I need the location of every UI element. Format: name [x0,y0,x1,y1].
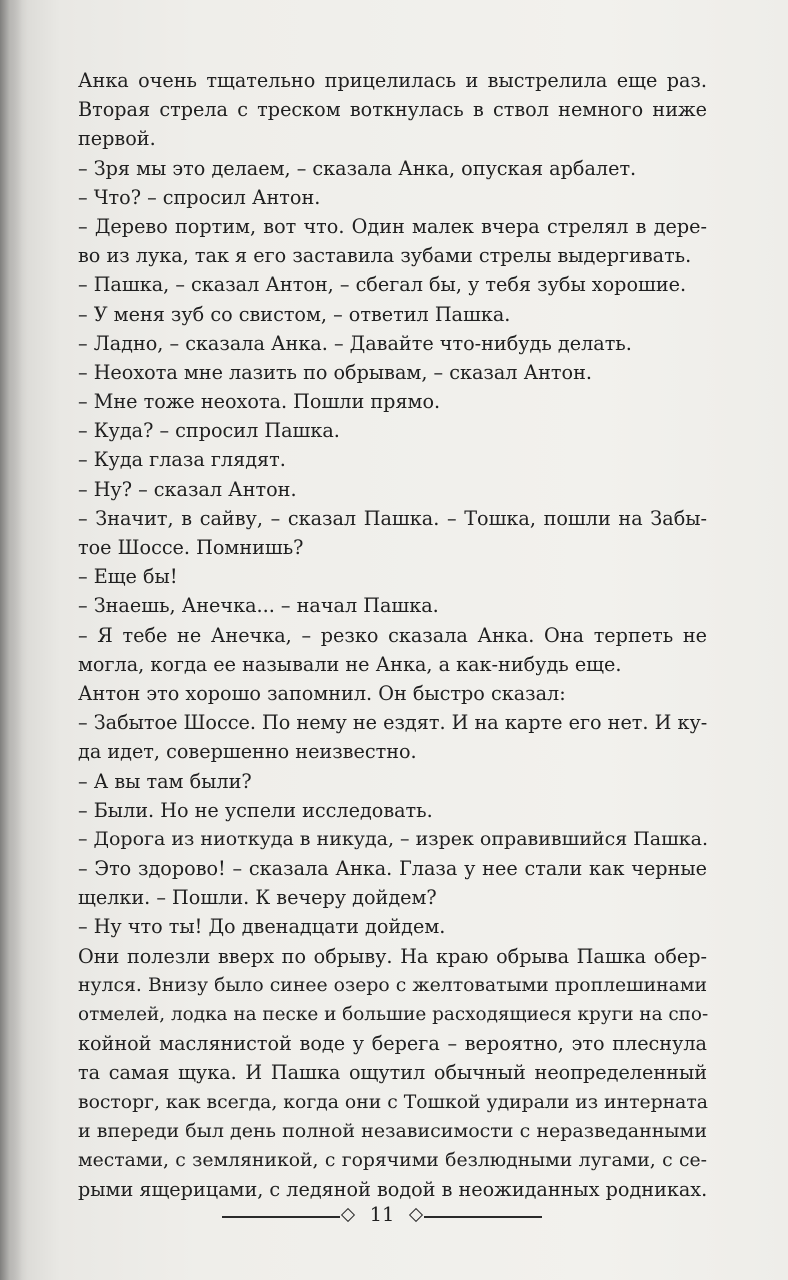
text-line: – Это здорово! – сказала Анка. Глаза у нее стали как черные [78,857,707,881]
text-line: – Забытое Шоссе. По нему не ездят. И на карте его нет. И ку- [78,711,708,735]
text-line: – Дорога из ниоткуда в никуда, – изрек оправившийся Пашка. [78,827,709,850]
text-line: местами, с земляникой, с горячими безлюдными лугами, с се- [78,1149,707,1171]
text-line: – Что? – спросил Антон. [78,185,321,209]
text-line: во из лука, так я его заставила зубами стрелы выдергивать. [78,244,692,268]
text-line: – А вы там были? [78,769,252,793]
text-line: – Ладно, – сказала Анка. – Давайте что-нибудь делать. [78,331,632,355]
page-number: 11 [369,1203,395,1226]
body-text [78,66,707,1204]
text-line: – Куда глаза глядят. [78,448,286,472]
text-line: первой. [78,127,156,151]
text-line: восторг, как всегда, когда они с Тошкой удирали из интерната [78,1091,708,1113]
text-line: – Мне тоже неохота. Пошли прямо. [78,390,441,414]
text-line: – Куда? – спросил Пашка. [78,419,340,443]
text-line: койной маслянистой воде у берега – вероятно, это плеснула [78,1032,707,1056]
text-line: – Еще бы! [78,565,178,589]
text-line: – Неохота мне лазить по обрывам, – сказал Антон. [78,360,592,384]
text-line: – Пашка, – сказал Антон, – сбегал бы, у тебя зубы хорошие. [78,273,687,297]
text-line: да идет, совершенно неизвестно. [78,740,417,764]
text-line: и впереди был день полной независимости с неразведанными [78,1119,707,1142]
text-line: рыми ящерицами, с ледяной водой в неожиданных родниках. [78,1178,708,1202]
text-line: – У меня зуб со свистом, – ответил Пашка. [78,302,511,326]
text-line: нулся. Внизу было синее озеро с желтоватыми проплешинами [78,974,707,996]
text-line: щелки. – Пошли. К вечеру дойдем? [78,886,437,910]
page-footer [222,1199,542,1229]
text-line: – Зря мы это делаем, – сказала Анка, опуская арбалет. [78,156,637,180]
page-spine-shadow [0,0,22,1280]
footer-rule-right [424,1216,542,1218]
text-line: – Значит, в сайву, – сказал Пашка. – Тошка, пошли на Забы- [78,506,707,530]
text-line: – Были. Но не успели исследовать. [78,798,433,822]
text-line: та самая щука. И Пашка ощутил обычный неопределенный [78,1061,707,1085]
text-line: – Ну что ты! До двенадцати дойдем. [78,915,446,939]
text-line: Они полезли вверх по обрыву. На краю обрыва Пашка обер- [78,944,707,968]
text-line: могла, когда ее называли не Анка, а как-нибудь еще. [78,652,622,676]
text-line: Вторая стрела с треском воткнулась в ствол немного ниже [78,98,707,122]
text-line: Анка очень тщательно прицелилась и выстрелила еще раз. [78,69,707,92]
text-line: – Я тебе не Анечка, – резко сказала Анка. Она терпеть не [78,623,707,647]
text-line: отмелей, лодка на песке и большие расходящиеся круги на спо- [78,1004,709,1025]
text-line: Антон это хорошо запомнил. Он быстро сказал: [78,681,566,705]
text-line: – Дерево портим, вот что. Один малек вчера стрелял в дере- [78,214,707,238]
text-line: – Знаешь, Анечка... – начал Пашка. [78,594,439,618]
text-line: тое Шоссе. Помнишь? [78,536,304,559]
text-line: – Ну? – сказал Антон. [78,477,297,501]
